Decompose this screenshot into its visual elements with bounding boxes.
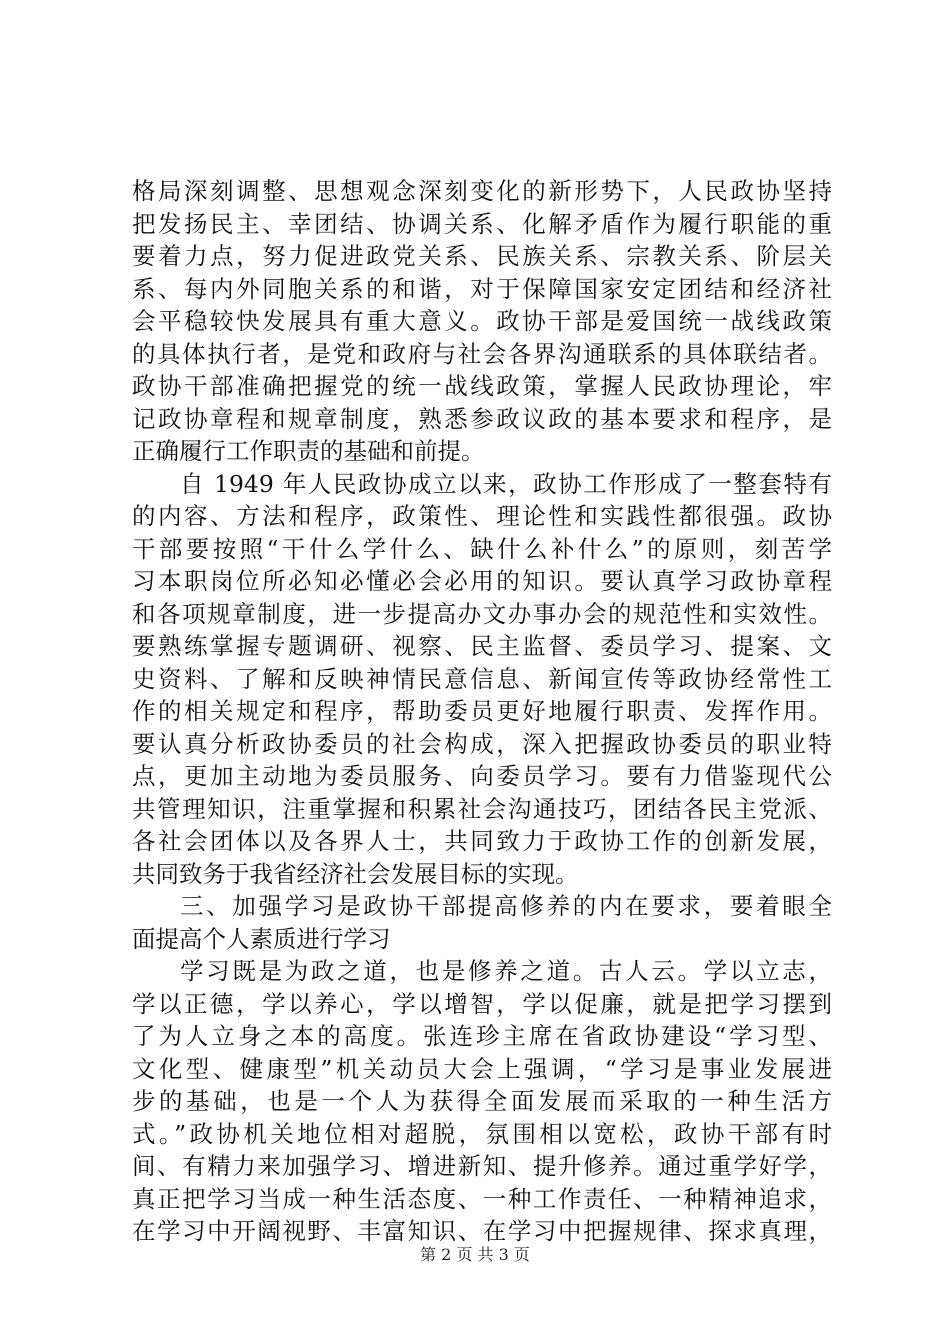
text-line: 政协干部准确把握党的统一战线政策，掌握人民政协理论，牢 — [132, 372, 832, 400]
text-line: 会平稳较快发展具有重大意义。政协干部是爱国统一战线政策 — [132, 307, 832, 335]
text-line: 步的基础，也是一个人为获得全面发展而采取的一种生活方 — [132, 1087, 832, 1115]
body-text — [132, 175, 832, 1248]
text-line: 式。”政协机关地位相对超脱，氛围相以宽松，政协干部有时 — [132, 1119, 832, 1148]
section-heading-line: 面提高个人素质进行学习 — [132, 924, 391, 953]
text-line: 自 1949 年人民政协成立以来，政协工作形成了一整套特有 — [180, 469, 832, 498]
text-line: 习本职岗位所必知必懂必会必用的知识。要认真学习政协章程 — [132, 567, 832, 595]
text-line: 真正把学习当成一种生活态度、一种工作责任、一种精神追求， — [132, 1184, 832, 1213]
text-line: 文化型、健康型”机关动员大会上强调，“学习是事业发展进 — [132, 1054, 832, 1083]
text-line: 正确履行工作职责的基础和前提。 — [132, 437, 485, 465]
text-line: 干部要按照“干什么学什么、缺什么补什么”的原则，刻苦学 — [132, 534, 832, 563]
text-line: 共同致务于我省经济社会发展目标的实现。 — [132, 859, 579, 888]
text-line: 要着力点，努力促进政党关系、民族关系、宗教关系、阶层关 — [132, 242, 832, 270]
text-line: 了为人立身之本的高度。张连珍主席在省政协建设“学习型、 — [132, 1022, 832, 1050]
text-line: 要认真分析政协委员的社会构成，深入把握政协委员的职业特 — [132, 729, 832, 758]
text-line: 在学习中开阔视野、丰富知识、在学习中把握规律、探求真理， — [132, 1217, 832, 1245]
text-line: 记政协章程和规章制度，熟悉参政议政的基本要求和程序，是 — [132, 404, 832, 433]
text-line: 共管理知识，注重掌握和积累社会沟通技巧，团结各民主党派、 — [132, 794, 832, 823]
page-number-footer: 第 2 页 共 3 页 — [420, 1245, 530, 1264]
text-line: 格局深刻调整、思想观念深刻变化的新形势下，人民政协坚持 — [132, 177, 832, 205]
text-line: 学以正德，学以养心，学以增智，学以促廉，就是把学习摆到 — [132, 989, 832, 1018]
text-line: 的内容、方法和程序，政策性、理论性和实践性都很强。政协 — [132, 502, 832, 530]
text-line: 各社会团体以及各界人士，共同致力于政协工作的创新发展， — [132, 827, 832, 855]
text-line: 学习既是为政之道，也是修养之道。古人云。学以立志， — [180, 957, 832, 985]
text-line: 和各项规章制度，进一步提高办文办事办会的规范性和实效性。 — [132, 599, 832, 628]
text-line: 点，更加主动地为委员服务、向委员学习。要有力借鉴现代公 — [132, 762, 832, 790]
section-heading-line: 三、加强学习是政协干部提高修养的内在要求，要着眼全 — [180, 892, 832, 920]
text-line: 史资料、了解和反映神情民意信息、新闻宣传等政协经常性工 — [132, 664, 832, 693]
text-line: 系、每内外同胞关系的和谐，对于保障国家安定团结和经济社 — [132, 274, 832, 303]
text-line: 把发扬民主、幸团结、协调关系、化解矛盾作为履行职能的重 — [132, 209, 832, 238]
text-line: 要熟练掌握专题调研、视察、民主监督、委员学习、提案、文 — [132, 632, 832, 660]
text-line: 的具体执行者，是党和政府与社会各界沟通联系的具体联结者。 — [132, 339, 832, 368]
text-line: 作的相关规定和程序，帮助委员更好地履行职责、发挥作用。 — [132, 697, 832, 725]
text-line: 间、有精力来加强学习、增进新知、提升修养。通过重学好学， — [132, 1152, 832, 1180]
